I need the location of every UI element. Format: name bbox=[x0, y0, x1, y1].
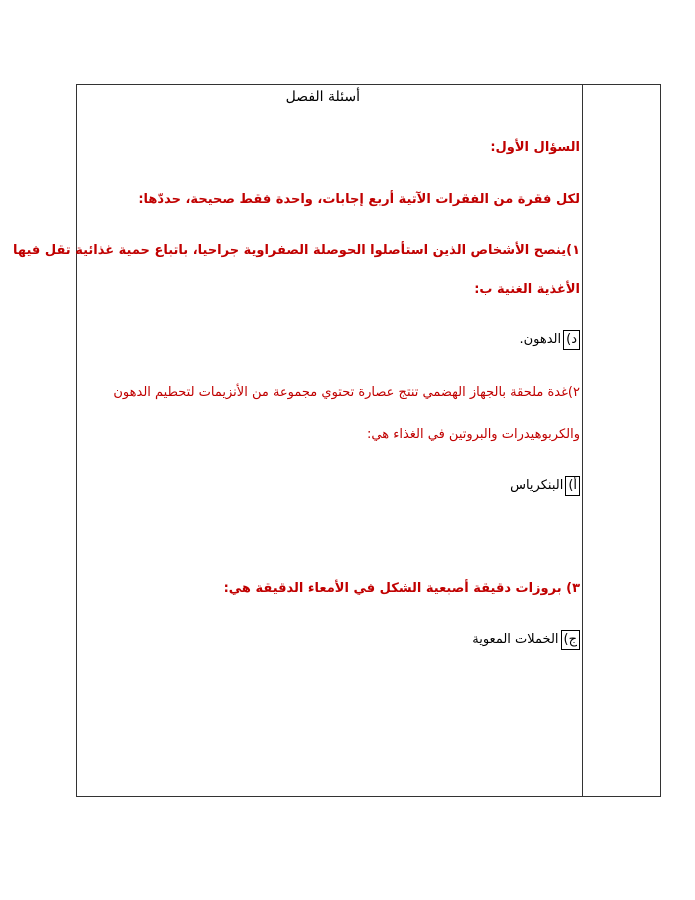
question-heading: السؤال الأول: bbox=[490, 140, 580, 155]
answer-1-letter: د) bbox=[563, 330, 580, 350]
answer-3-text: الخملات المعوية bbox=[472, 632, 559, 647]
answer-3 bbox=[472, 630, 580, 650]
question-1-line-1: ١)ينصح الأشخاص الذين استأصلوا الحوصلة الصفراوية جراحيا، باتباع حمية غذائية تقل فيها bbox=[13, 243, 580, 258]
answer-3-letter: ج) bbox=[561, 630, 580, 650]
answer-1-text: الدهون. bbox=[519, 332, 562, 347]
question-2-line-2: والكربوهيدرات والبروتين في الغذاء هي: bbox=[367, 427, 580, 442]
table-column-divider bbox=[582, 84, 583, 797]
page-title: أسئلة الفصل bbox=[285, 89, 360, 105]
question-1-line-2: الأغذية الغنية ب: bbox=[474, 282, 580, 297]
answer-2 bbox=[510, 476, 580, 496]
answer-2-letter: أ) bbox=[565, 476, 580, 496]
question-3-line-1: ٣) بروزات دقيقة أصبعية الشكل في الأمعاء الدقيقة هي: bbox=[223, 581, 580, 596]
question-2-line-1: ٢)غدة ملحقة بالجهاز الهضمي تنتج عصارة تحتوي مجموعة من الأنزيمات لتحطيم الدهون bbox=[113, 385, 580, 400]
answer-1 bbox=[519, 330, 580, 350]
question-content bbox=[13, 84, 580, 797]
answer-2-text: البنكرياس bbox=[510, 478, 564, 493]
instruction-text: لكل فقرة من الفقرات الآتية أربع إجابات، واحدة فقط صحيحة، حددّها: bbox=[138, 192, 580, 207]
